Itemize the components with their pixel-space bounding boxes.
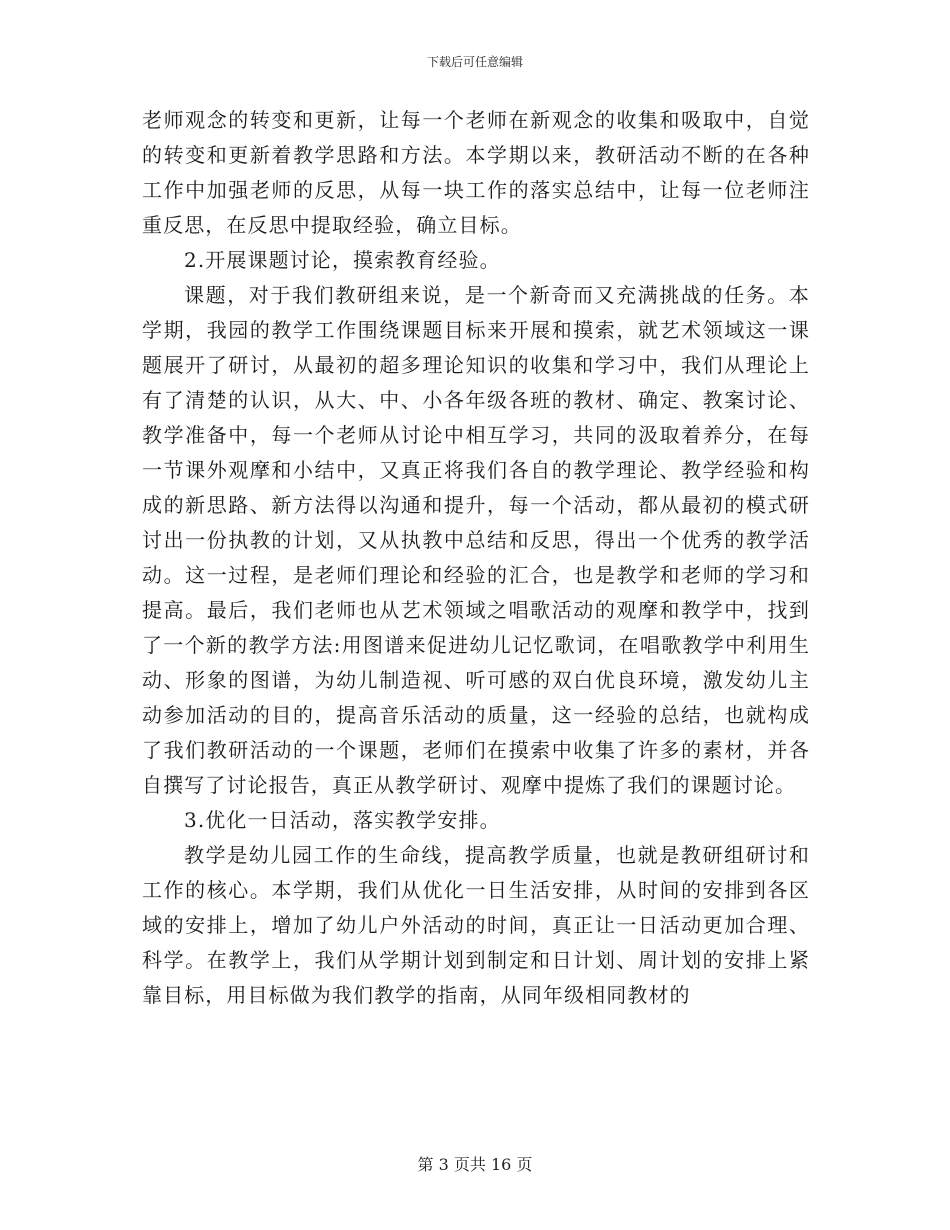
paragraph-daily-activity: 教学是幼儿园工作的生命线，提高教学质量，也就是教研组研讨和工作的核心。本学期，我们从优化一日生活安排，从时间的安排到各区域的安排上，增加了幼儿户外活动的时间，真正让一日活动更加合理、科学。在教学上，我们从学期计划到制定和日计划、周计划的安排上紧靠目标，用目标做为我们教学的指南，从同年级相同教材的 [142,843,810,1007]
section-heading-3: 3.优化一日活动，落实教学安排。 [184,808,501,832]
document-body [142,103,810,1013]
section-heading-2: 2.开展课题讨论，摸索教育经验。 [184,248,501,272]
page-header: 下载后可任意编辑 [426,55,523,69]
paragraph-continuation: 老师观念的转变和更新，让每一个老师在新观念的收集和吸取中，自觉的转变和更新着教学思路和方法。本学期以来，教研活动不断的在各种工作中加强老师的反思，从每一块工作的落实总结中，让每一位老师注重反思，在反思中提取经验，确立目标。 [142,108,810,237]
paragraph-research-topic: 课题，对于我们教研组来说，是一个新奇而又充满挑战的任务。本学期，我园的教学工作围绕课题目标来开展和摸索，就艺术领域这一课题展开了研讨，从最初的超多理论知识的收集和学习中，我们从理论上有了清楚的认识，从大、中、小各年级各班的教材、确定、教案讨论、教学准备中，每一个老师从讨论中相互学习，共同的汲取着养分，在每一节课外观摩和小结中，又真正将我们各自的教学理论、教学经验和构成的新思路、新方法得以沟通和提升，每一个活动，都从最初的模式研讨出一份执教的计划，又从执教中总结和反思，得出一个优秀的教学活动。这一过程，是老师们理论和经验的汇合，也是教学和老师的学习和提高。最后，我们老师也从艺术领域之唱歌活动的观摩和教学中，找到了一个新的教学方法:用图谱来促进幼儿记忆歌词，在唱歌教学中利用生动、形象的图谱，为幼儿制造视、听可感的双白优良环境，激发幼儿主动参加活动的目的，提高音乐活动的质量，这一经验的总结，也就构成了我们教研活动的一个课题，老师们在摸索中收集了许多的素材，并各自撰写了讨论报告，真正从教学研讨、观摩中提炼了我们的课题讨论。 [142,283,810,797]
page-number: 第 3 页共 16 页 [417,1155,533,1174]
